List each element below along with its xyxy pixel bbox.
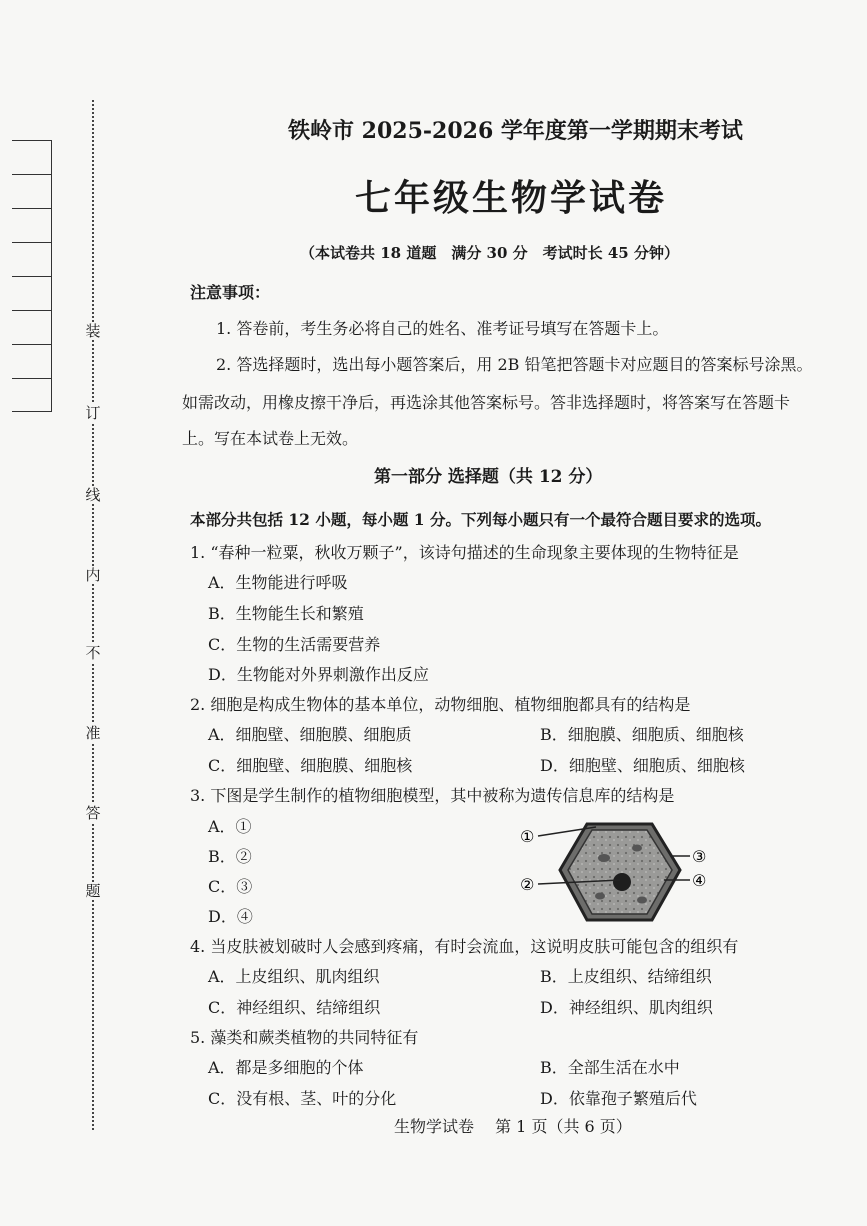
chloroplast-shape [632,845,642,852]
nucleus-shape [613,873,631,891]
plant-cell-diagram [512,818,722,928]
question-option: B．全部生活在水中 [540,1058,680,1077]
question-stem: 2. 细胞是构成生物体的基本单位，动物细胞、植物细胞都具有的结构是 [190,695,691,714]
question-option: D．生物能对外界刺激作出反应 [208,665,429,684]
question-option: B．生物能生长和繁殖 [208,604,364,623]
question-option: A．生物能进行呼吸 [208,573,348,592]
question-stem: 3. 下图是学生制作的植物细胞模型，其中被称为遗传信息库的结构是 [190,786,675,805]
diagram-label: ③ [692,847,707,866]
section-heading: 第一部分 选择题（共 12 分） [374,467,603,487]
binding-dotted-line [92,100,94,1130]
exam-info: （本试卷共 18 道题 满分 30 分 考试时长 45 分钟） [300,244,679,262]
binding-char: 线 [85,486,101,504]
question-stem: 4. 当皮肤被划破时人会感到疼痛，有时会流血，这说明皮肤可能包含的组织有 [190,937,739,956]
binding-char: 准 [85,724,101,742]
question-option: C．神经组织、结缔组织 [208,998,381,1017]
notice-item-2: 2. 答选择题时，选出每小题答案后，用 2B 铅笔把答题卡对应题目的答案标号涂黑。 [216,355,813,374]
question-option: D．神经组织、肌肉组织 [540,998,713,1017]
question-option: A．都是多细胞的个体 [208,1058,364,1077]
question-option: D．④ [208,907,253,926]
question-option: D．依靠孢子繁殖后代 [540,1089,697,1108]
diagram-label: ④ [692,871,707,890]
page-footer: 生物学试卷 第 1 页（共 6 页） [394,1117,632,1136]
question-stem: 1. “春种一粒粟，秋收万颗子”，该诗句描述的生命现象主要体现的生物特征是 [190,543,739,562]
question-option: A．上皮组织、肌肉组织 [208,967,380,986]
question-stem: 5. 藻类和蕨类植物的共同特征有 [190,1028,419,1047]
notice-item-2-cont: 上。写在本试卷上无效。 [182,429,359,448]
binding-char: 内 [85,566,101,584]
question-option: A．细胞壁、细胞膜、细胞质 [208,725,412,744]
binding-char: 答 [85,804,101,822]
exam-title: 七年级生物学试卷 [355,177,668,219]
chloroplast-shape [595,893,605,900]
question-option: B．上皮组织、结缔组织 [540,967,712,986]
diagram-label: ② [520,875,535,894]
question-option: B．② [208,847,252,866]
binding-char: 题 [85,882,101,900]
chloroplast-shape [598,854,610,862]
binding-char: 订 [85,404,101,422]
question-option: C．③ [208,877,253,896]
notice-item-2-cont: 如需改动，用橡皮擦干净后，再选涂其他答案标号。答非选择题时，将答案写在答题卡 [182,393,791,412]
question-option: D．细胞壁、细胞质、细胞核 [540,756,745,775]
question-option: B．细胞膜、细胞质、细胞核 [540,725,744,744]
binding-info-boxes [12,140,52,420]
question-option: C．生物的生活需要营养 [208,635,381,654]
binding-char: 装 [85,322,101,340]
question-option: C．没有根、茎、叶的分化 [208,1089,397,1108]
question-option: A．① [208,817,252,836]
chloroplast-shape [637,897,647,904]
exam-subtitle: 铁岭市 2025-2026 学年度第一学期期末考试 [288,118,743,144]
section-description: 本部分共包括 12 小题，每小题 1 分。下列每小题只有一个最符合题目要求的选项。 [190,510,771,529]
notice-item-1: 1. 答卷前，考生务必将自己的姓名、准考证号填写在答题卡上。 [216,319,669,338]
binding-char: 不 [85,644,101,662]
diagram-label: ① [520,827,535,846]
notice-heading: 注意事项： [190,283,271,302]
question-option: C．细胞壁、细胞膜、细胞核 [208,756,413,775]
